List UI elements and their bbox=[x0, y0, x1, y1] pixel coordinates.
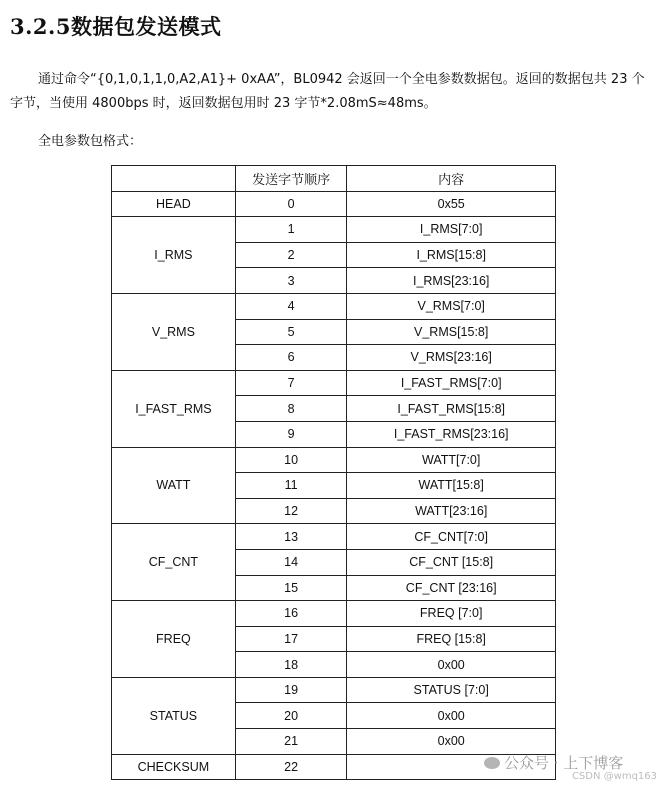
byte-order-cell: 5 bbox=[235, 319, 347, 345]
content-cell: WATT[7:0] bbox=[347, 447, 556, 473]
header-content: 内容 bbox=[347, 166, 556, 192]
content-cell: I_RMS[23:16] bbox=[347, 268, 556, 294]
content-cell: WATT[15:8] bbox=[347, 473, 556, 499]
content-cell: 0x00 bbox=[347, 652, 556, 678]
byte-order-cell: 6 bbox=[235, 345, 347, 371]
content-cell: 0x00 bbox=[347, 703, 556, 729]
field-name-cell: FREQ bbox=[112, 601, 236, 678]
table-row bbox=[112, 677, 556, 703]
byte-order-cell: 13 bbox=[235, 524, 347, 550]
packet-format-table bbox=[111, 165, 556, 780]
content-cell: V_RMS[23:16] bbox=[347, 345, 556, 371]
byte-order-cell: 9 bbox=[235, 421, 347, 447]
table-row bbox=[112, 293, 556, 319]
content-cell: FREQ [15:8] bbox=[347, 626, 556, 652]
byte-order-cell: 18 bbox=[235, 652, 347, 678]
description-paragraph: 通过命令“{0,1,0,1,1,0,A2,A1}+ 0xAA”，BL0942 会返回一个全电参数数据包。返回的数据包共 23 个字节，当使用 4800bps 时，返回数据包用时 23 字节*2.08mS≈48ms。 bbox=[10, 72, 645, 111]
table-row bbox=[112, 191, 556, 217]
byte-order-cell: 10 bbox=[235, 447, 347, 473]
field-name-cell: CF_CNT bbox=[112, 524, 236, 601]
content-cell: V_RMS[15:8] bbox=[347, 319, 556, 345]
byte-order-cell: 21 bbox=[235, 729, 347, 755]
section-heading: 3.2.5数据包发送模式 bbox=[10, 14, 222, 39]
table-row bbox=[112, 370, 556, 396]
header-byte-order: 发送字节顺序 bbox=[235, 166, 347, 192]
byte-order-cell: 0 bbox=[235, 191, 347, 217]
field-name-cell: I_FAST_RMS bbox=[112, 370, 236, 447]
table-header-row bbox=[112, 166, 556, 192]
table-caption: 全电参数包格式： bbox=[38, 134, 143, 149]
byte-order-cell: 8 bbox=[235, 396, 347, 422]
content-cell: I_FAST_RMS[7:0] bbox=[347, 370, 556, 396]
field-name-cell: V_RMS bbox=[112, 293, 236, 370]
byte-order-cell: 16 bbox=[235, 601, 347, 627]
content-cell: WATT[23:16] bbox=[347, 498, 556, 524]
field-name-cell: I_RMS bbox=[112, 217, 236, 294]
byte-order-cell: 11 bbox=[235, 473, 347, 499]
content-cell: 0x55 bbox=[347, 191, 556, 217]
byte-order-cell: 3 bbox=[235, 268, 347, 294]
content-cell: STATUS [7:0] bbox=[347, 677, 556, 703]
content-cell: CF_CNT [23:16] bbox=[347, 575, 556, 601]
content-cell: CF_CNT[7:0] bbox=[347, 524, 556, 550]
table-row bbox=[112, 524, 556, 550]
field-name-cell: STATUS bbox=[112, 677, 236, 754]
content-cell: 0x00 bbox=[347, 729, 556, 755]
content-cell: I_FAST_RMS[15:8] bbox=[347, 396, 556, 422]
byte-order-cell: 7 bbox=[235, 370, 347, 396]
watermark-text: 公众号 · 上下博客 bbox=[504, 754, 624, 772]
byte-order-cell: 14 bbox=[235, 549, 347, 575]
content-cell: I_FAST_RMS[23:16] bbox=[347, 421, 556, 447]
byte-order-cell: 4 bbox=[235, 293, 347, 319]
content-cell: V_RMS[7:0] bbox=[347, 293, 556, 319]
byte-order-cell: 2 bbox=[235, 242, 347, 268]
csdn-watermark: CSDN @wmq163 bbox=[571, 771, 657, 782]
table-row bbox=[112, 601, 556, 627]
byte-order-cell: 22 bbox=[235, 754, 347, 780]
wechat-icon bbox=[484, 757, 500, 769]
field-name-cell: WATT bbox=[112, 447, 236, 524]
header-field bbox=[112, 166, 236, 192]
wechat-watermark bbox=[484, 752, 623, 773]
content-cell: I_RMS[7:0] bbox=[347, 217, 556, 243]
byte-order-cell: 20 bbox=[235, 703, 347, 729]
byte-order-cell: 17 bbox=[235, 626, 347, 652]
field-name-cell: CHECKSUM bbox=[112, 754, 236, 780]
table-row bbox=[112, 217, 556, 243]
table-row bbox=[112, 447, 556, 473]
byte-order-cell: 1 bbox=[235, 217, 347, 243]
field-name-cell: HEAD bbox=[112, 191, 236, 217]
content-cell: I_RMS[15:8] bbox=[347, 242, 556, 268]
byte-order-cell: 12 bbox=[235, 498, 347, 524]
byte-order-cell: 15 bbox=[235, 575, 347, 601]
content-cell: FREQ [7:0] bbox=[347, 601, 556, 627]
byte-order-cell: 19 bbox=[235, 677, 347, 703]
content-cell: CF_CNT [15:8] bbox=[347, 549, 556, 575]
